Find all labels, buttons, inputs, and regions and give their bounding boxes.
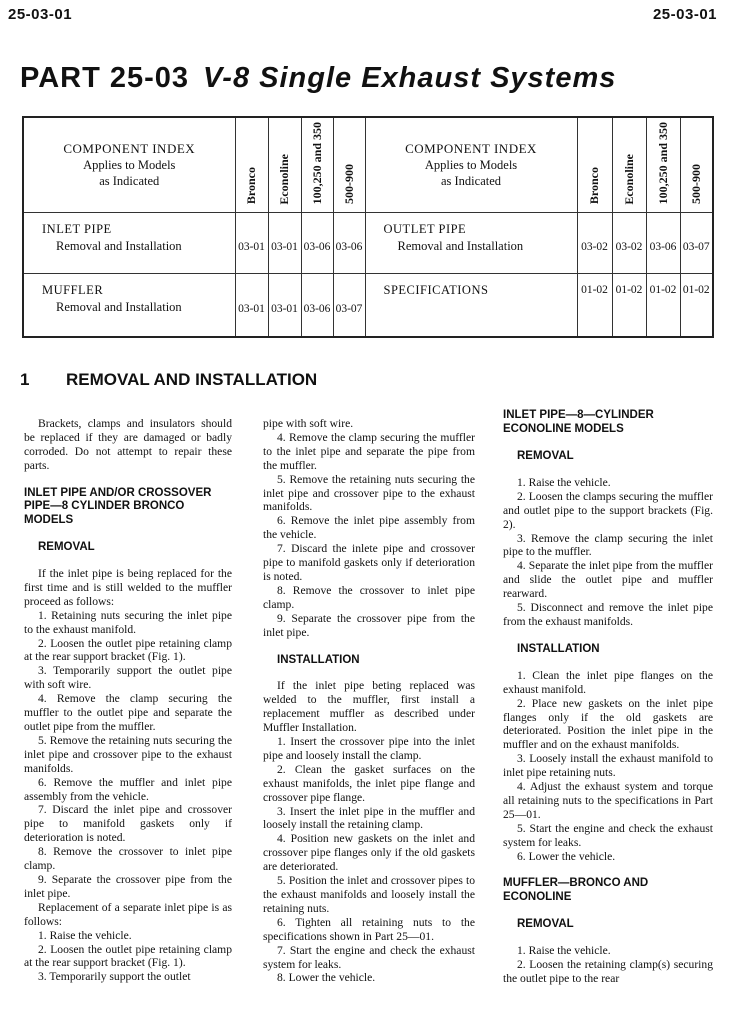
table-row (23, 213, 713, 274)
step: 6. Remove the muffler and inlet pipe assembly from the vehicle. (24, 775, 232, 803)
component-specifications: SPECIFICATIONS (365, 274, 577, 338)
installation-label: INSTALLATION (517, 642, 600, 655)
removal-label: REMOVAL (517, 450, 574, 462)
step: 5. Remove the retaining nuts securing the inlet pipe and crossover pipe to the exhaust manifolds. (263, 472, 475, 514)
step: 5. Position the inlet and crossover pipes to the exhaust manifolds and loosely install the retaining nuts. (263, 874, 475, 915)
section-heading (20, 370, 317, 390)
part-title (20, 62, 616, 95)
model-header: 100,250 and 350 (301, 117, 333, 213)
step: 6. Tighten all retaining nuts to the specifications shown in Part 25—01. (263, 915, 475, 943)
page-ref: 03-01 (268, 274, 301, 338)
step: 4. Adjust the exhaust system and torque all retaining nuts to the specifications in Part 25—01. (503, 780, 713, 821)
step: 2. Loosen the outlet pipe retaining clamp at the rear support bracket (Fig. 1). (24, 942, 232, 970)
index-heading-right: COMPONENT INDEX Applies to Models as Indicated (365, 117, 577, 213)
installation-label: INSTALLATION (277, 653, 360, 666)
page-ref: 03-06 (301, 213, 333, 274)
paragraph: If the inlet pipe is being replaced for the first time and is still welded to the muffler proceed as follows: (24, 567, 232, 608)
step: 4. Separate the inlet pipe from the muffler and slide the outlet pipe and muffler rearward. (503, 559, 713, 601)
step: 1. Clean the inlet pipe flanges on the exhaust manifold. (503, 668, 713, 696)
part-number: PART 25-03 (20, 62, 190, 94)
step: 5. Start the engine and check the exhaust system for leaks. (503, 821, 713, 849)
text-column-2 (263, 417, 475, 985)
step: 3. Remove the clamp securing the inlet pipe to the muffler. (503, 531, 713, 559)
model-header: 100,250 and 350 (646, 117, 680, 213)
paragraph: Replacement of a separate inlet pipe is as follows: (24, 900, 232, 928)
section-number: 1 (20, 370, 30, 389)
step: 4. Position new gaskets on the inlet and crossover pipe flanges only if the old gaskets are deteriorated. (263, 832, 475, 874)
step: 5. Disconnect and remove the inlet pipe from the exhaust manifolds. (503, 601, 713, 628)
component-inlet-pipe: INLET PIPE Removal and Installation (23, 213, 235, 274)
index-heading-left: COMPONENT INDEX Applies to Models as Indicated (23, 117, 235, 213)
page-number-right: 25-03-01 (652, 6, 717, 23)
part-name: V-8 Single Exhaust Systems (203, 62, 617, 94)
step: 3. Temporarily support the outlet pipe with soft wire. (24, 664, 232, 692)
model-header: Econoline (612, 117, 646, 213)
removal-label: REMOVAL (517, 918, 574, 931)
intro-paragraph: Brackets, clamps and insulators should be replaced if they are damaged or badly corroded. Do not attempt to repair these parts. (24, 417, 232, 472)
page-number-left: 25-03-01 (8, 6, 73, 23)
step: 4. Remove the clamp securing the muffler to the inlet pipe and separate the pipe from the muffler. (263, 430, 475, 472)
step: 7. Discard the inlete pipe and crossover pipe to manifold gaskets only if deterioration is noted. (263, 542, 475, 583)
step: 7. Start the engine and check the exhaust system for leaks. (263, 943, 475, 971)
model-header: Bronco (577, 117, 612, 213)
page-ref: 03-07 (333, 274, 365, 338)
page-ref: 03-01 (235, 274, 268, 338)
page-ref: 03-01 (268, 213, 301, 274)
step: 4. Remove the clamp securing the muffler to the outlet pipe and separate the outlet pipe from the muffler. (24, 692, 232, 733)
step: 3. Loosely install the exhaust manifold to inlet pipe retaining nuts. (503, 752, 713, 780)
page-ref: 01-02 (646, 274, 680, 338)
component-index-table (22, 116, 714, 338)
step: 8. Lower the vehicle. (277, 971, 376, 985)
model-header: Bronco (235, 117, 268, 213)
text-column-1 (24, 417, 232, 984)
page-ref: 03-02 (612, 213, 646, 274)
model-header: Econoline (268, 117, 301, 213)
step: 6. Lower the vehicle. (517, 849, 616, 863)
paragraph: If the inlet pipe beting replaced was welded to the muffler, first install a replacement muffler as described under Muffler Installation. (263, 679, 475, 735)
table-row (23, 274, 713, 338)
section-title: REMOVAL AND INSTALLATION (66, 370, 318, 389)
page-ref: 01-02 (680, 274, 713, 338)
subsection-heading: INLET PIPE—8—CYLINDER ECONOLINE MODELS (503, 409, 654, 435)
step: 8. Remove the crossover to inlet pipe clamp. (263, 583, 475, 611)
page-ref: 03-02 (577, 213, 612, 274)
component-muffler: MUFFLER Removal and Installation (23, 274, 235, 338)
removal-label: REMOVAL (38, 541, 95, 554)
step: pipe with soft wire. (263, 417, 354, 430)
step: 2. Loosen the outlet pipe retaining clamp at the rear support bracket (Fig. 1). (24, 636, 232, 664)
step: 5. Remove the retaining nuts securing the inlet pipe and crossover pipe to the exhaust manifolds. (24, 733, 232, 775)
step: 3. Temporarily support the outlet (38, 970, 191, 984)
component-outlet-pipe: OUTLET PIPE Removal and Installation (365, 213, 577, 274)
step: 1. Retaining nuts securing the inlet pipe to the exhaust manifold. (24, 608, 232, 636)
step: 9. Separate the crossover pipe from the inlet pipe. (263, 611, 475, 639)
page-ref: 03-01 (235, 213, 268, 274)
step: 1. Raise the vehicle. (517, 944, 611, 958)
page-ref: 03-06 (333, 213, 365, 274)
page-ref: 03-06 (646, 213, 680, 274)
page-ref: 01-02 (577, 274, 612, 338)
step: 9. Separate the crossover pipe from the inlet pipe. (24, 872, 232, 900)
model-header: 500-900 (333, 117, 365, 213)
page-ref: 03-06 (301, 274, 333, 338)
subsection-heading: MUFFLER—BRONCO AND ECONOLINE (503, 877, 649, 903)
step: 2. Place new gaskets on the inlet pipe flanges only if the old gaskets are deteriorated. Position the inlet pipe in the muffler and on the exhaust manifolds. (503, 696, 713, 752)
step: 1. Raise the vehicle. (38, 928, 132, 942)
step: 2. Loosen the retaining clamp(s) securing the outlet pipe to the rear (503, 958, 713, 986)
page-ref: 03-07 (680, 213, 713, 274)
model-header: 500-900 (680, 117, 713, 213)
step: 1. Raise the vehicle. (517, 475, 611, 489)
step: 6. Remove the inlet pipe assembly from the vehicle. (263, 514, 475, 542)
step: 3. Insert the inlet pipe in the muffler and loosely install the retaining clamp. (263, 804, 475, 832)
subsection-heading: INLET PIPE AND/OR CROSSOVER PIPE—8 CYLINDER BRONCO MODELS (24, 486, 212, 526)
step: 2. Clean the gasket surfaces on the exhaust manifolds, the inlet pipe flange and crossover pipe flange. (263, 762, 475, 804)
step: 7. Discard the inlet pipe and crossover pipe to manifold gaskets only if deterioration is noted. (24, 803, 232, 845)
page-ref: 01-02 (612, 274, 646, 338)
text-column-3 (503, 409, 713, 986)
step: 2. Loosen the clamps securing the muffler and outlet pipe to the support brackets (Fig. 2). (503, 489, 713, 531)
step: 1. Insert the crossover pipe into the inlet pipe and loosely install the clamp. (263, 735, 475, 762)
step: 8. Remove the crossover to inlet pipe clamp. (24, 845, 232, 873)
